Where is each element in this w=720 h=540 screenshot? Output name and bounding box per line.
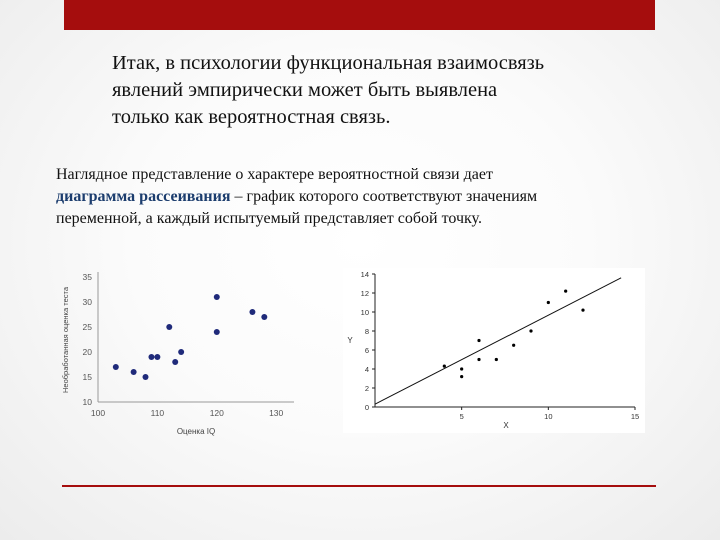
- data-point: [564, 290, 567, 293]
- footer-divider: [62, 485, 656, 487]
- trend-line: [375, 278, 621, 404]
- y-axis-label: Y: [347, 336, 353, 345]
- x-axis-label: Оценка IQ: [176, 427, 216, 436]
- x-tick-label: 10: [544, 412, 553, 421]
- y-tick-label: 6: [364, 346, 369, 355]
- y-tick-label: 15: [82, 372, 92, 382]
- xy-axes: [375, 274, 635, 407]
- data-point: [443, 365, 446, 368]
- body-line: переменной, а каждый испытуемый представляет собой точку.: [56, 210, 482, 227]
- lead-line: Итак, в психологии функциональная взаимосвязь: [112, 52, 545, 74]
- lead-line: явлений эмпирически может быть выявлена: [112, 79, 498, 101]
- data-point: [113, 364, 119, 370]
- data-point: [131, 369, 137, 375]
- term-highlight: диаграмма рассеивания: [56, 188, 231, 205]
- x-tick-labels: [460, 407, 640, 421]
- x-tick-label: 120: [209, 408, 224, 418]
- x-tick-label: 130: [269, 408, 284, 418]
- data-point: [477, 358, 480, 361]
- data-point: [214, 294, 220, 300]
- body-paragraph: [56, 164, 676, 230]
- data-point: [460, 367, 463, 370]
- body-line: Наглядное представление о характере вероятностной связи дает: [56, 166, 493, 183]
- data-point: [154, 354, 160, 360]
- x-axis-label: X: [503, 421, 509, 430]
- data-point: [178, 349, 184, 355]
- xy-scatter-chart: [343, 268, 645, 433]
- data-points: [443, 290, 585, 379]
- data-point: [512, 344, 515, 347]
- y-tick-label: 8: [364, 327, 369, 336]
- data-point: [495, 358, 498, 361]
- x-tick-label: 5: [459, 412, 464, 421]
- y-tick-labels: [361, 270, 375, 412]
- x-tick-label: 100: [90, 408, 106, 418]
- y-tick-label: 10: [82, 397, 92, 407]
- data-point: [214, 329, 220, 335]
- data-points: [113, 294, 267, 380]
- data-point: [172, 359, 178, 365]
- data-point: [249, 309, 255, 315]
- data-point: [166, 324, 172, 330]
- header-accent-bar: [64, 0, 655, 30]
- data-point: [143, 374, 149, 380]
- body-line: [56, 186, 676, 208]
- lead-paragraph: [112, 50, 672, 131]
- x-tick-label: 110: [150, 408, 165, 418]
- iq-scatter-chart: [56, 262, 308, 442]
- iq-axes: [98, 272, 294, 402]
- x-tick-label: 15: [630, 412, 640, 421]
- data-point: [547, 301, 550, 304]
- y-tick-label: 2: [364, 384, 369, 393]
- y-tick-label: 20: [82, 347, 92, 357]
- y-tick-label: 4: [364, 365, 369, 374]
- data-point: [581, 309, 584, 312]
- data-point: [261, 314, 267, 320]
- data-point: [477, 339, 480, 342]
- y-tick-label: 25: [82, 322, 92, 332]
- body-line-rest: – график которого соответствуют значениям: [230, 188, 538, 205]
- y-tick-label: 30: [82, 297, 92, 307]
- y-tick-label: 0: [364, 403, 369, 412]
- lead-line: только как вероятностная связь.: [112, 106, 391, 128]
- y-tick-label: 10: [360, 308, 369, 317]
- data-point: [460, 375, 463, 378]
- y-tick-label: 14: [360, 270, 369, 279]
- y-axis-label: Необработанная оценка теста: [61, 286, 70, 394]
- data-point: [529, 329, 532, 332]
- y-tick-labels: [83, 272, 93, 407]
- data-point: [148, 354, 154, 360]
- y-tick-label: 35: [82, 272, 92, 282]
- x-tick-labels: [91, 408, 284, 418]
- y-tick-label: 12: [360, 289, 369, 298]
